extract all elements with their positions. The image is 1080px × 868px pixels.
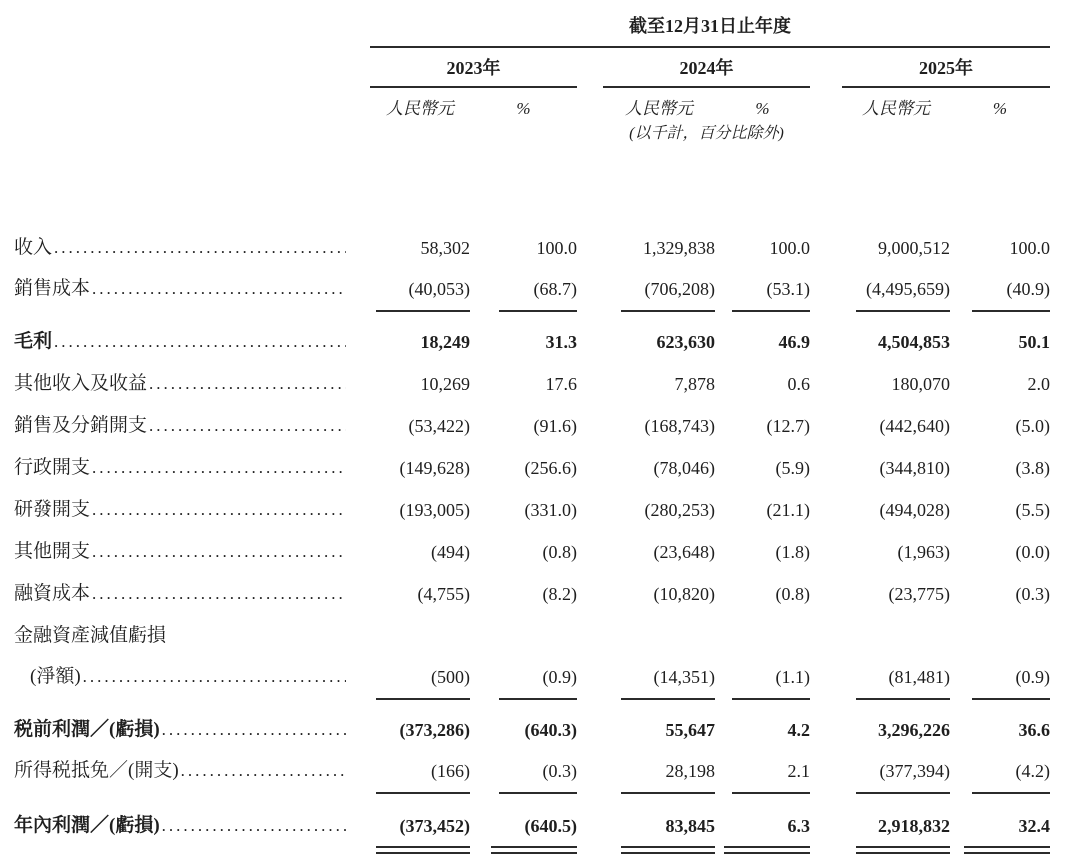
value-cell	[603, 330, 715, 354]
cell-value: 2.1	[732, 759, 810, 794]
cell-value: (256.6)	[524, 458, 577, 478]
value-cell	[842, 277, 950, 312]
value-cell	[370, 759, 470, 794]
cell-value: 1,329,838	[643, 238, 715, 258]
unit-note: (以千計，百分比除外)	[629, 125, 784, 142]
dot-leader	[92, 456, 346, 480]
cell-value: 100.0	[536, 238, 577, 258]
value-cell	[370, 582, 470, 606]
cell-value: 58,302	[420, 238, 470, 258]
table-row	[14, 354, 1050, 396]
value-cell	[950, 372, 1050, 396]
row-label	[14, 236, 370, 260]
row-label	[14, 277, 370, 312]
value-cell	[950, 330, 1050, 354]
value-cell	[715, 236, 810, 260]
value-cell	[470, 540, 577, 564]
cell-value: (4,495,659)	[856, 277, 950, 312]
year-label-2023: 2023年	[370, 48, 577, 88]
row-label-text: 融資成本	[14, 583, 91, 604]
cell-value: 2,918,832	[856, 814, 950, 848]
row-label-text: 收入	[14, 237, 53, 258]
cell-value: 3,296,226	[878, 720, 950, 740]
cell-value: 9,000,512	[878, 238, 950, 258]
cell-value: (40,053)	[376, 277, 470, 312]
cell-value: (0.3)	[1015, 584, 1050, 604]
cell-value: (0.9)	[499, 665, 577, 700]
row-label	[14, 456, 370, 480]
value-cell	[470, 277, 577, 312]
value-cell	[370, 540, 470, 564]
value-cell	[715, 372, 810, 396]
unit-note-row	[14, 120, 1050, 146]
value-cell	[370, 814, 470, 848]
value-cell	[470, 236, 577, 260]
value-cell	[603, 814, 715, 848]
value-cell	[842, 718, 950, 742]
cell-value: (78,046)	[653, 458, 715, 478]
table-row	[14, 260, 1050, 312]
cell-value: (377,394)	[856, 759, 950, 794]
cell-value: 4,504,853	[878, 332, 950, 352]
column-header-percent: %	[992, 99, 1008, 118]
row-label-text: 所得税抵免／(開支)	[14, 760, 179, 781]
cell-value: (442,640)	[879, 416, 950, 436]
value-cell	[715, 665, 810, 700]
cell-value: 32.4	[964, 814, 1050, 848]
year-label-2024: 2024年	[603, 48, 810, 88]
value-cell	[715, 582, 810, 606]
dot-leader	[162, 814, 346, 838]
row-label-text: 銷售成本	[14, 278, 91, 299]
table-row	[14, 312, 1050, 354]
table-row	[14, 794, 1050, 848]
value-cell	[842, 456, 950, 480]
cell-value: 18,249	[420, 332, 470, 352]
table-row	[14, 438, 1050, 480]
row-label	[14, 624, 370, 648]
value-cell	[470, 456, 577, 480]
cell-value: (3.8)	[1015, 458, 1050, 478]
value-cell	[470, 665, 577, 700]
row-label-text: (淨額)	[30, 666, 81, 687]
cell-value: (91.6)	[533, 416, 577, 436]
value-cell	[950, 540, 1050, 564]
value-cell	[842, 540, 950, 564]
table-row	[14, 564, 1050, 606]
value-cell	[603, 236, 715, 260]
cell-value: (53.1)	[732, 277, 810, 312]
value-cell	[603, 540, 715, 564]
dot-leader	[54, 236, 346, 260]
value-cell	[603, 498, 715, 522]
cell-value: (1.1)	[732, 665, 810, 700]
value-cell	[950, 718, 1050, 742]
value-cell	[842, 498, 950, 522]
cell-value: 10,269	[420, 374, 470, 394]
cell-value: 36.6	[1018, 720, 1050, 740]
column-header-percent: %	[755, 99, 770, 118]
value-cell	[370, 718, 470, 742]
row-label	[14, 814, 370, 848]
cell-value: 623,630	[656, 332, 715, 352]
period-header	[370, 12, 1050, 40]
value-cell	[842, 582, 950, 606]
header-body-spacer	[14, 146, 1050, 218]
value-cell	[470, 330, 577, 354]
cell-value: (0.9)	[972, 665, 1050, 700]
cell-value: (706,208)	[621, 277, 715, 312]
row-label	[14, 372, 370, 396]
value-cell	[603, 456, 715, 480]
dot-leader	[181, 759, 346, 783]
table-row	[14, 480, 1050, 522]
row-label	[14, 582, 370, 606]
value-cell	[370, 277, 470, 312]
value-cell	[470, 718, 577, 742]
period-header-text: 截至12月31日止年度	[629, 16, 791, 36]
value-cell	[950, 814, 1050, 848]
value-cell	[603, 277, 715, 312]
value-cell	[715, 498, 810, 522]
column-header-currency: 人民幣元	[862, 99, 930, 118]
cell-value: 28,198	[621, 759, 715, 794]
cell-value: 100.0	[769, 238, 810, 258]
cell-value: (5.5)	[1015, 500, 1050, 520]
cell-value: (0.3)	[499, 759, 577, 794]
cell-value: 180,070	[891, 374, 950, 394]
value-cell	[370, 498, 470, 522]
value-cell	[715, 456, 810, 480]
value-cell	[603, 414, 715, 438]
table-row	[14, 606, 1050, 648]
cell-value: (344,810)	[879, 458, 950, 478]
column-header-row	[14, 88, 1050, 120]
row-label-text: 其他開支	[14, 541, 91, 562]
cell-value: (494,028)	[879, 500, 950, 520]
value-cell	[842, 236, 950, 260]
cell-value: 17.6	[545, 374, 577, 394]
dot-leader	[92, 277, 346, 301]
cell-value: (81,481)	[856, 665, 950, 700]
value-cell	[470, 498, 577, 522]
cell-value: (500)	[376, 665, 470, 700]
row-label-text: 毛利	[14, 331, 53, 352]
cell-value: 6.3	[724, 814, 810, 848]
cell-value: 31.3	[545, 332, 577, 352]
dot-leader	[92, 582, 346, 606]
value-cell	[715, 414, 810, 438]
table-row	[14, 218, 1050, 260]
value-cell	[950, 236, 1050, 260]
cell-value: (640.5)	[491, 814, 577, 848]
value-cell	[370, 330, 470, 354]
value-cell	[715, 540, 810, 564]
row-label	[14, 330, 370, 354]
column-header-percent: %	[516, 99, 531, 118]
row-label-text: 金融資產減值虧損	[14, 625, 167, 646]
cell-value: 50.1	[1018, 332, 1050, 352]
dot-leader	[149, 414, 346, 438]
cell-value: (10,820)	[653, 584, 715, 604]
row-label	[14, 414, 370, 438]
value-cell	[715, 814, 810, 848]
value-cell	[842, 814, 950, 848]
table-row	[14, 522, 1050, 564]
value-cell	[370, 414, 470, 438]
cell-value: (40.9)	[972, 277, 1050, 312]
column-header-currency: 人民幣元	[625, 99, 693, 118]
cell-value: 7,878	[674, 374, 715, 394]
row-label-text: 研發開支	[14, 499, 91, 520]
cell-value: (193,005)	[399, 500, 470, 520]
value-cell	[842, 759, 950, 794]
dot-leader	[83, 665, 346, 689]
cell-value: 4.2	[787, 720, 810, 740]
cell-value: (0.8)	[775, 584, 810, 604]
cell-value: (68.7)	[499, 277, 577, 312]
row-label-text: 其他收入及收益	[14, 373, 148, 394]
cell-value: 100.0	[1009, 238, 1050, 258]
dot-leader	[149, 372, 346, 396]
cell-value: (373,452)	[376, 814, 470, 848]
cell-value: 0.6	[787, 374, 810, 394]
value-cell	[950, 759, 1050, 794]
value-cell	[470, 414, 577, 438]
value-cell	[603, 665, 715, 700]
value-cell	[715, 277, 810, 312]
table-row	[14, 396, 1050, 438]
cell-value: (5.9)	[775, 458, 810, 478]
row-label	[14, 498, 370, 522]
cell-value: (14,351)	[621, 665, 715, 700]
year-label-2025: 2025年	[842, 48, 1050, 88]
cell-value: (149,628)	[399, 458, 470, 478]
cell-value: 2.0	[1027, 374, 1050, 394]
row-label-text: 行政開支	[14, 457, 91, 478]
row-label-text: 年內利潤／(虧損)	[14, 815, 160, 836]
cell-value: (1.8)	[775, 542, 810, 562]
value-cell	[715, 759, 810, 794]
value-cell	[603, 582, 715, 606]
dot-leader	[92, 540, 346, 564]
cell-value: (5.0)	[1015, 416, 1050, 436]
value-cell	[603, 759, 715, 794]
value-cell	[370, 236, 470, 260]
cell-value: 83,845	[621, 814, 715, 848]
row-label-text: 銷售及分銷開支	[14, 415, 148, 436]
table-body	[14, 218, 1050, 848]
table-row	[14, 648, 1050, 700]
cell-value: (53,422)	[408, 416, 470, 436]
value-cell	[470, 759, 577, 794]
value-cell	[950, 498, 1050, 522]
column-header-currency: 人民幣元	[386, 99, 454, 118]
cell-value: (4.2)	[972, 759, 1050, 794]
cell-value: (1,963)	[897, 542, 950, 562]
year-header-row	[14, 48, 1050, 88]
cell-value: (21.1)	[766, 500, 810, 520]
dot-leader	[162, 718, 346, 742]
cell-value: (280,253)	[644, 500, 715, 520]
row-label	[14, 759, 370, 794]
cell-value: (168,743)	[644, 416, 715, 436]
cell-value: (640.3)	[524, 720, 577, 740]
value-cell	[842, 414, 950, 438]
cell-value: (23,775)	[888, 584, 950, 604]
cell-value: (4,755)	[417, 584, 470, 604]
cell-value: (373,286)	[399, 720, 470, 740]
row-label	[14, 540, 370, 564]
table-row	[14, 700, 1050, 742]
row-label-text: 税前利潤／(虧損)	[14, 719, 160, 740]
cell-value: (331.0)	[524, 500, 577, 520]
value-cell	[842, 330, 950, 354]
value-cell	[715, 718, 810, 742]
cell-value: (0.8)	[542, 542, 577, 562]
value-cell	[470, 814, 577, 848]
value-cell	[370, 372, 470, 396]
cell-value: (494)	[431, 542, 470, 562]
value-cell	[842, 372, 950, 396]
cell-value: (166)	[376, 759, 470, 794]
value-cell	[950, 665, 1050, 700]
dot-leader	[54, 330, 346, 354]
row-label	[14, 665, 370, 700]
value-cell	[470, 582, 577, 606]
cell-value: (0.0)	[1015, 542, 1050, 562]
value-cell	[603, 372, 715, 396]
value-cell	[370, 456, 470, 480]
value-cell	[950, 582, 1050, 606]
value-cell	[950, 277, 1050, 312]
dot-leader	[92, 498, 346, 522]
cell-value: (8.2)	[542, 584, 577, 604]
cell-value: (12.7)	[766, 416, 810, 436]
value-cell	[370, 665, 470, 700]
value-cell	[950, 456, 1050, 480]
value-cell	[950, 414, 1050, 438]
value-cell	[603, 718, 715, 742]
cell-value: 55,647	[665, 720, 715, 740]
value-cell	[715, 330, 810, 354]
value-cell	[842, 665, 950, 700]
cell-value: 46.9	[778, 332, 810, 352]
cell-value: (23,648)	[653, 542, 715, 562]
value-cell	[470, 372, 577, 396]
row-label	[14, 718, 370, 742]
table-row	[14, 742, 1050, 794]
